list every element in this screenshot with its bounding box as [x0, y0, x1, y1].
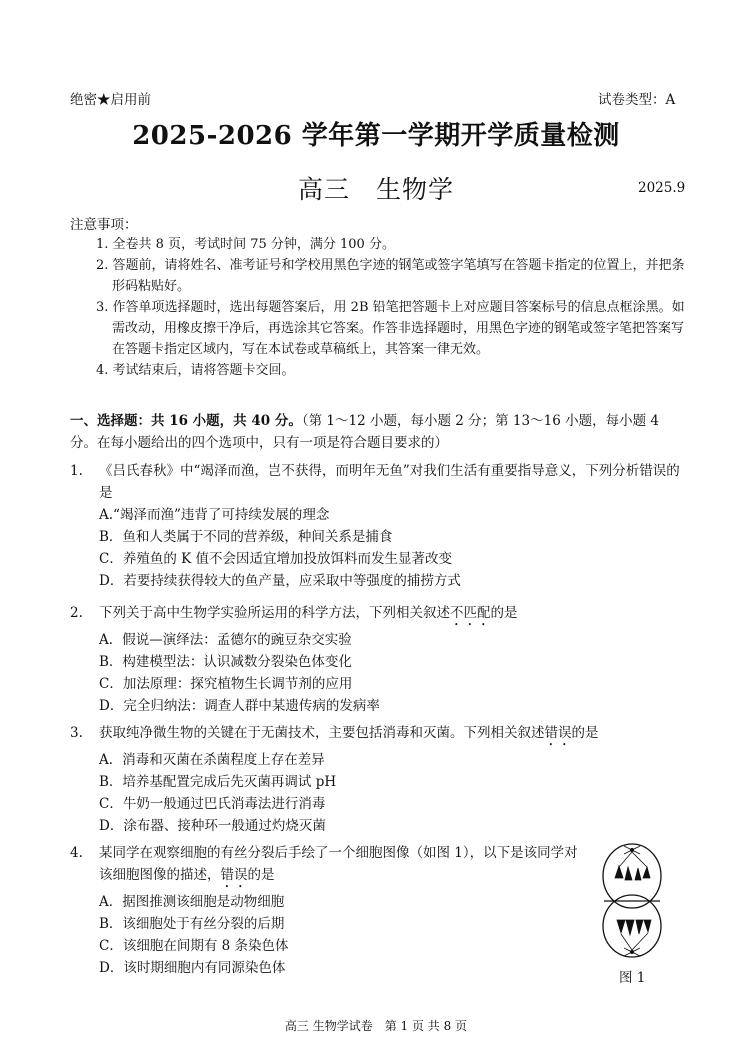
question-stem — [99, 842, 590, 891]
stem-text: 获取纯净微生物的关键在于无菌技术，主要包括消毒和灭菌。下列相关叙述 — [99, 725, 545, 741]
question-3 — [70, 722, 690, 837]
section-heading — [70, 410, 690, 454]
exam-date: 2025.9 — [638, 180, 686, 196]
option-d: D．完全归纳法：调查人群中某遗传病的发病率 — [99, 698, 380, 714]
option-c: C．加法原理：探究植物生长调节剂的应用 — [99, 676, 353, 692]
section-title: 一、选择题：共 16 小题，共 40 分。 — [70, 413, 302, 429]
question-4 — [70, 842, 590, 979]
question-2 — [70, 602, 690, 717]
stem-text: 下列关于高中生物学实验所运用的科学方法，下列相关叙述 — [99, 605, 450, 621]
stem-emphasis: 不匹配 — [450, 605, 491, 621]
page-title: 2025-2026 学年第一学期开学质量检测 — [132, 121, 620, 151]
question-stem — [99, 722, 690, 749]
option-c: C．牛奶一般通过巴氏消毒法进行消毒 — [99, 796, 326, 812]
question-number: 4. — [70, 845, 83, 861]
figure-1-cell-drawing — [592, 840, 672, 968]
option-b: B．培养基配置完成后先灭菌再调试 pH — [99, 774, 337, 790]
option-a: A．假说—演绎法：孟德尔的豌豆杂交实验 — [99, 632, 352, 648]
figure-1-label: 图 1 — [619, 970, 646, 986]
subject-title: 高三 生物学 — [298, 175, 455, 204]
page-footer: 高三 生物学试卷 第 1 页 共 8 页 — [284, 1019, 468, 1033]
notice-list — [70, 234, 690, 381]
stem-text: 的是 — [247, 867, 275, 883]
stem-text: 《吕氏春秋》中“竭泽而渔，岂不获得，而明年无鱼”对我们生活有重要指导意义，下列分析错误的是 — [99, 463, 680, 501]
option-d: D．该时期细胞内有同源染色体 — [99, 960, 286, 976]
stem-text: 的是 — [490, 605, 518, 621]
option-c: C．养殖鱼的 K 值不会因适宜增加投放饵料而发生显著改变 — [99, 551, 452, 567]
notice-item: 1. 全卷共 8 页，考试时间 75 分钟，满分 100 分。 — [96, 237, 395, 252]
question-number: 3. — [70, 725, 83, 741]
paper-type-label: 试卷类型：A — [598, 92, 676, 108]
stem-text: 的是 — [571, 725, 599, 741]
option-a: A．据图推测该细胞是动物细胞 — [99, 894, 285, 910]
question-stem — [99, 460, 690, 504]
stem-text: 某同学在观察细胞的有丝分裂后手绘了一个细胞图像（如图 1），以下是该同学对该细胞图像的描述， — [99, 845, 578, 883]
stem-emphasis: 错误 — [220, 867, 248, 883]
question-number: 2. — [70, 605, 83, 621]
notice-item: 3. 作答单项选择题时，选出每题答案后，用 2B 铅笔把答题卡上对应题目答案标号的信息点框涂黑。如需改动，用橡皮擦干净后，再选涂其它答案。作答非选择题时，用黑色字迹的钢笔或签字笔把答案写在答题卡指定区域内，写在本试卷或草稿纸上，其答案一律无效。 — [96, 300, 685, 357]
option-a: A.“竭泽而渔”违背了可持续发展的理念 — [99, 507, 330, 523]
confidential-label: 绝密★启用前 — [70, 92, 151, 108]
option-d: D．若要持续获得较大的鱼产量，应采取中等强度的捕捞方式 — [99, 573, 461, 589]
option-b: B．构建模型法：认识减数分裂染色体变化 — [99, 654, 352, 670]
stem-emphasis: 错误 — [544, 725, 572, 741]
option-b: B．鱼和人类属于不同的营养级，种间关系是捕食 — [99, 529, 393, 545]
question-number: 1. — [70, 463, 83, 479]
section-detail: （第 1～12 小题，每小题 2 分；第 13～16 小题，每小题 4 分。在每小题给出的四个选项中，只有一项是符合题目要求的） — [70, 413, 659, 451]
option-b: B．该细胞处于有丝分裂的后期 — [99, 916, 285, 932]
option-d: D．涂布器、接种环一般通过灼烧灭菌 — [99, 818, 326, 834]
notice-item: 4. 考试结束后，请将答题卡交回。 — [96, 363, 295, 378]
question-1 — [70, 460, 690, 592]
notice-item: 2. 答题前，请将姓名、准考证号和学校用黑色字迹的钢笔或签字笔填写在答题卡指定的位置上，并把条形码粘贴好。 — [96, 258, 685, 294]
notice-heading: 注意事项： — [70, 217, 138, 233]
option-c: C．该细胞在间期有 8 条染色体 — [99, 938, 289, 954]
question-stem — [99, 602, 690, 629]
option-a: A．消毒和灭菌在杀菌程度上存在差异 — [99, 752, 325, 768]
